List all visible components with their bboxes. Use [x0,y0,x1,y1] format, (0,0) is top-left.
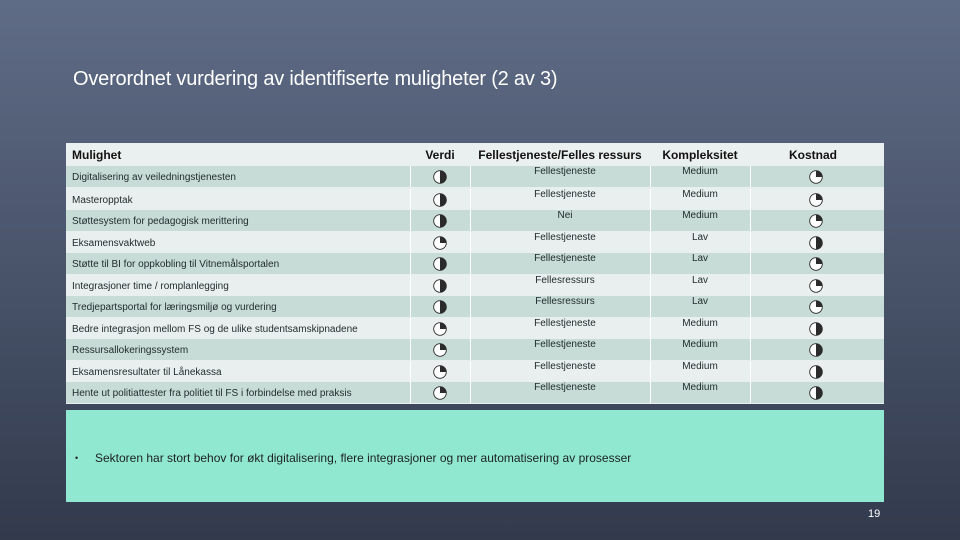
felles-cell: Nei [557,210,573,221]
mulighet-cell: Tredjepartsportal for læringsmiljø og vurdering [72,302,277,313]
verdi-harvey-ball [433,386,447,400]
kompleksitet-cell: Lav [691,275,709,286]
mulighet-cell: Digitalisering av veiledningstjenesten [72,172,236,183]
kostnad-harvey-ball [809,257,823,271]
table-row [66,253,884,274]
kompleksitet-cell: Lav [691,232,709,243]
table-row [66,296,884,317]
felles-cell: Fellestjeneste [534,232,596,243]
kostnad-harvey-ball [809,300,823,314]
header-kompleksitet: Kompleksitet [662,148,738,162]
mulighet-cell: Masteropptak [72,195,133,206]
table-row [66,361,884,382]
header-verdi: Verdi [425,148,455,162]
verdi-harvey-ball [433,236,447,250]
slide-title: Overordnet vurdering av identifiserte muligheter (2 av 3) [73,68,558,90]
verdi-harvey-ball [433,343,447,357]
table-row [66,275,884,296]
table-row [66,339,884,360]
summary-box [66,410,884,502]
verdi-harvey-ball [433,279,447,293]
kostnad-harvey-ball [809,365,823,379]
felles-cell: Fellestjeneste [534,253,596,264]
kompleksitet-cell: Lav [691,253,709,264]
kostnad-harvey-ball [809,170,823,184]
verdi-harvey-ball [433,365,447,379]
mulighet-cell: Støtte til BI for oppkobling til Vitnemålsportalen [72,259,280,270]
kompleksitet-cell: Medium [682,318,718,329]
verdi-harvey-ball [433,193,447,207]
kompleksitet-cell: Medium [682,339,718,350]
kostnad-harvey-ball [809,236,823,250]
bullet-marker: • [75,453,79,463]
verdi-harvey-ball [433,300,447,314]
table-row [66,166,884,187]
table-row [66,232,884,253]
verdi-harvey-ball [433,257,447,271]
summary-text: Sektoren har stort behov for økt digitalisering, flere integrasjoner og mer automatisering av prosesser [95,451,632,465]
kostnad-harvey-ball [809,322,823,336]
kostnad-harvey-ball [809,193,823,207]
kompleksitet-cell: Medium [682,210,718,221]
felles-cell: Fellestjeneste [534,382,596,393]
header-mulighet: Mulighet [72,148,122,162]
page-number: 19 [868,508,881,520]
felles-cell: Fellestjeneste [534,339,596,350]
table-header [66,143,884,168]
table-row [66,210,884,231]
kostnad-harvey-ball [809,386,823,400]
kostnad-harvey-ball [809,279,823,293]
assessment-table [66,143,884,404]
felles-cell: Fellestjeneste [534,189,596,200]
kompleksitet-cell: Medium [682,189,718,200]
mulighet-cell: Integrasjoner time / romplanlegging [72,281,229,292]
kompleksitet-cell: Medium [682,361,718,372]
mulighet-cell: Hente ut politiattester fra politiet til FS i forbindelse med praksis [72,388,352,399]
table-row [66,318,884,339]
verdi-harvey-ball [433,214,447,228]
verdi-harvey-ball [433,322,447,336]
mulighet-cell: Eksamensvaktweb [72,238,156,249]
felles-cell: Fellesressurs [535,275,595,286]
felles-cell: Fellestjeneste [534,361,596,372]
kostnad-harvey-ball [809,214,823,228]
kompleksitet-cell: Medium [682,166,718,177]
kompleksitet-cell: Medium [682,382,718,393]
kompleksitet-cell: Lav [691,296,709,307]
mulighet-cell: Bedre integrasjon mellom FS og de ulike studentsamskipnadene [72,324,358,335]
mulighet-cell: Støttesystem for pedagogisk merittering [72,216,249,227]
felles-cell: Fellestjeneste [534,166,596,177]
table-row [66,382,884,403]
felles-cell: Fellesressurs [535,296,595,307]
kostnad-harvey-ball [809,343,823,357]
table-row [66,189,884,210]
header-kostnad: Kostnad [789,148,837,162]
header-felles: Fellestjeneste/Felles ressurs [478,148,642,162]
mulighet-cell: Ressursallokeringssystem [72,345,189,356]
mulighet-cell: Eksamensresultater til Lånekassa [72,367,222,378]
verdi-harvey-ball [433,170,447,184]
felles-cell: Fellestjeneste [534,318,596,329]
